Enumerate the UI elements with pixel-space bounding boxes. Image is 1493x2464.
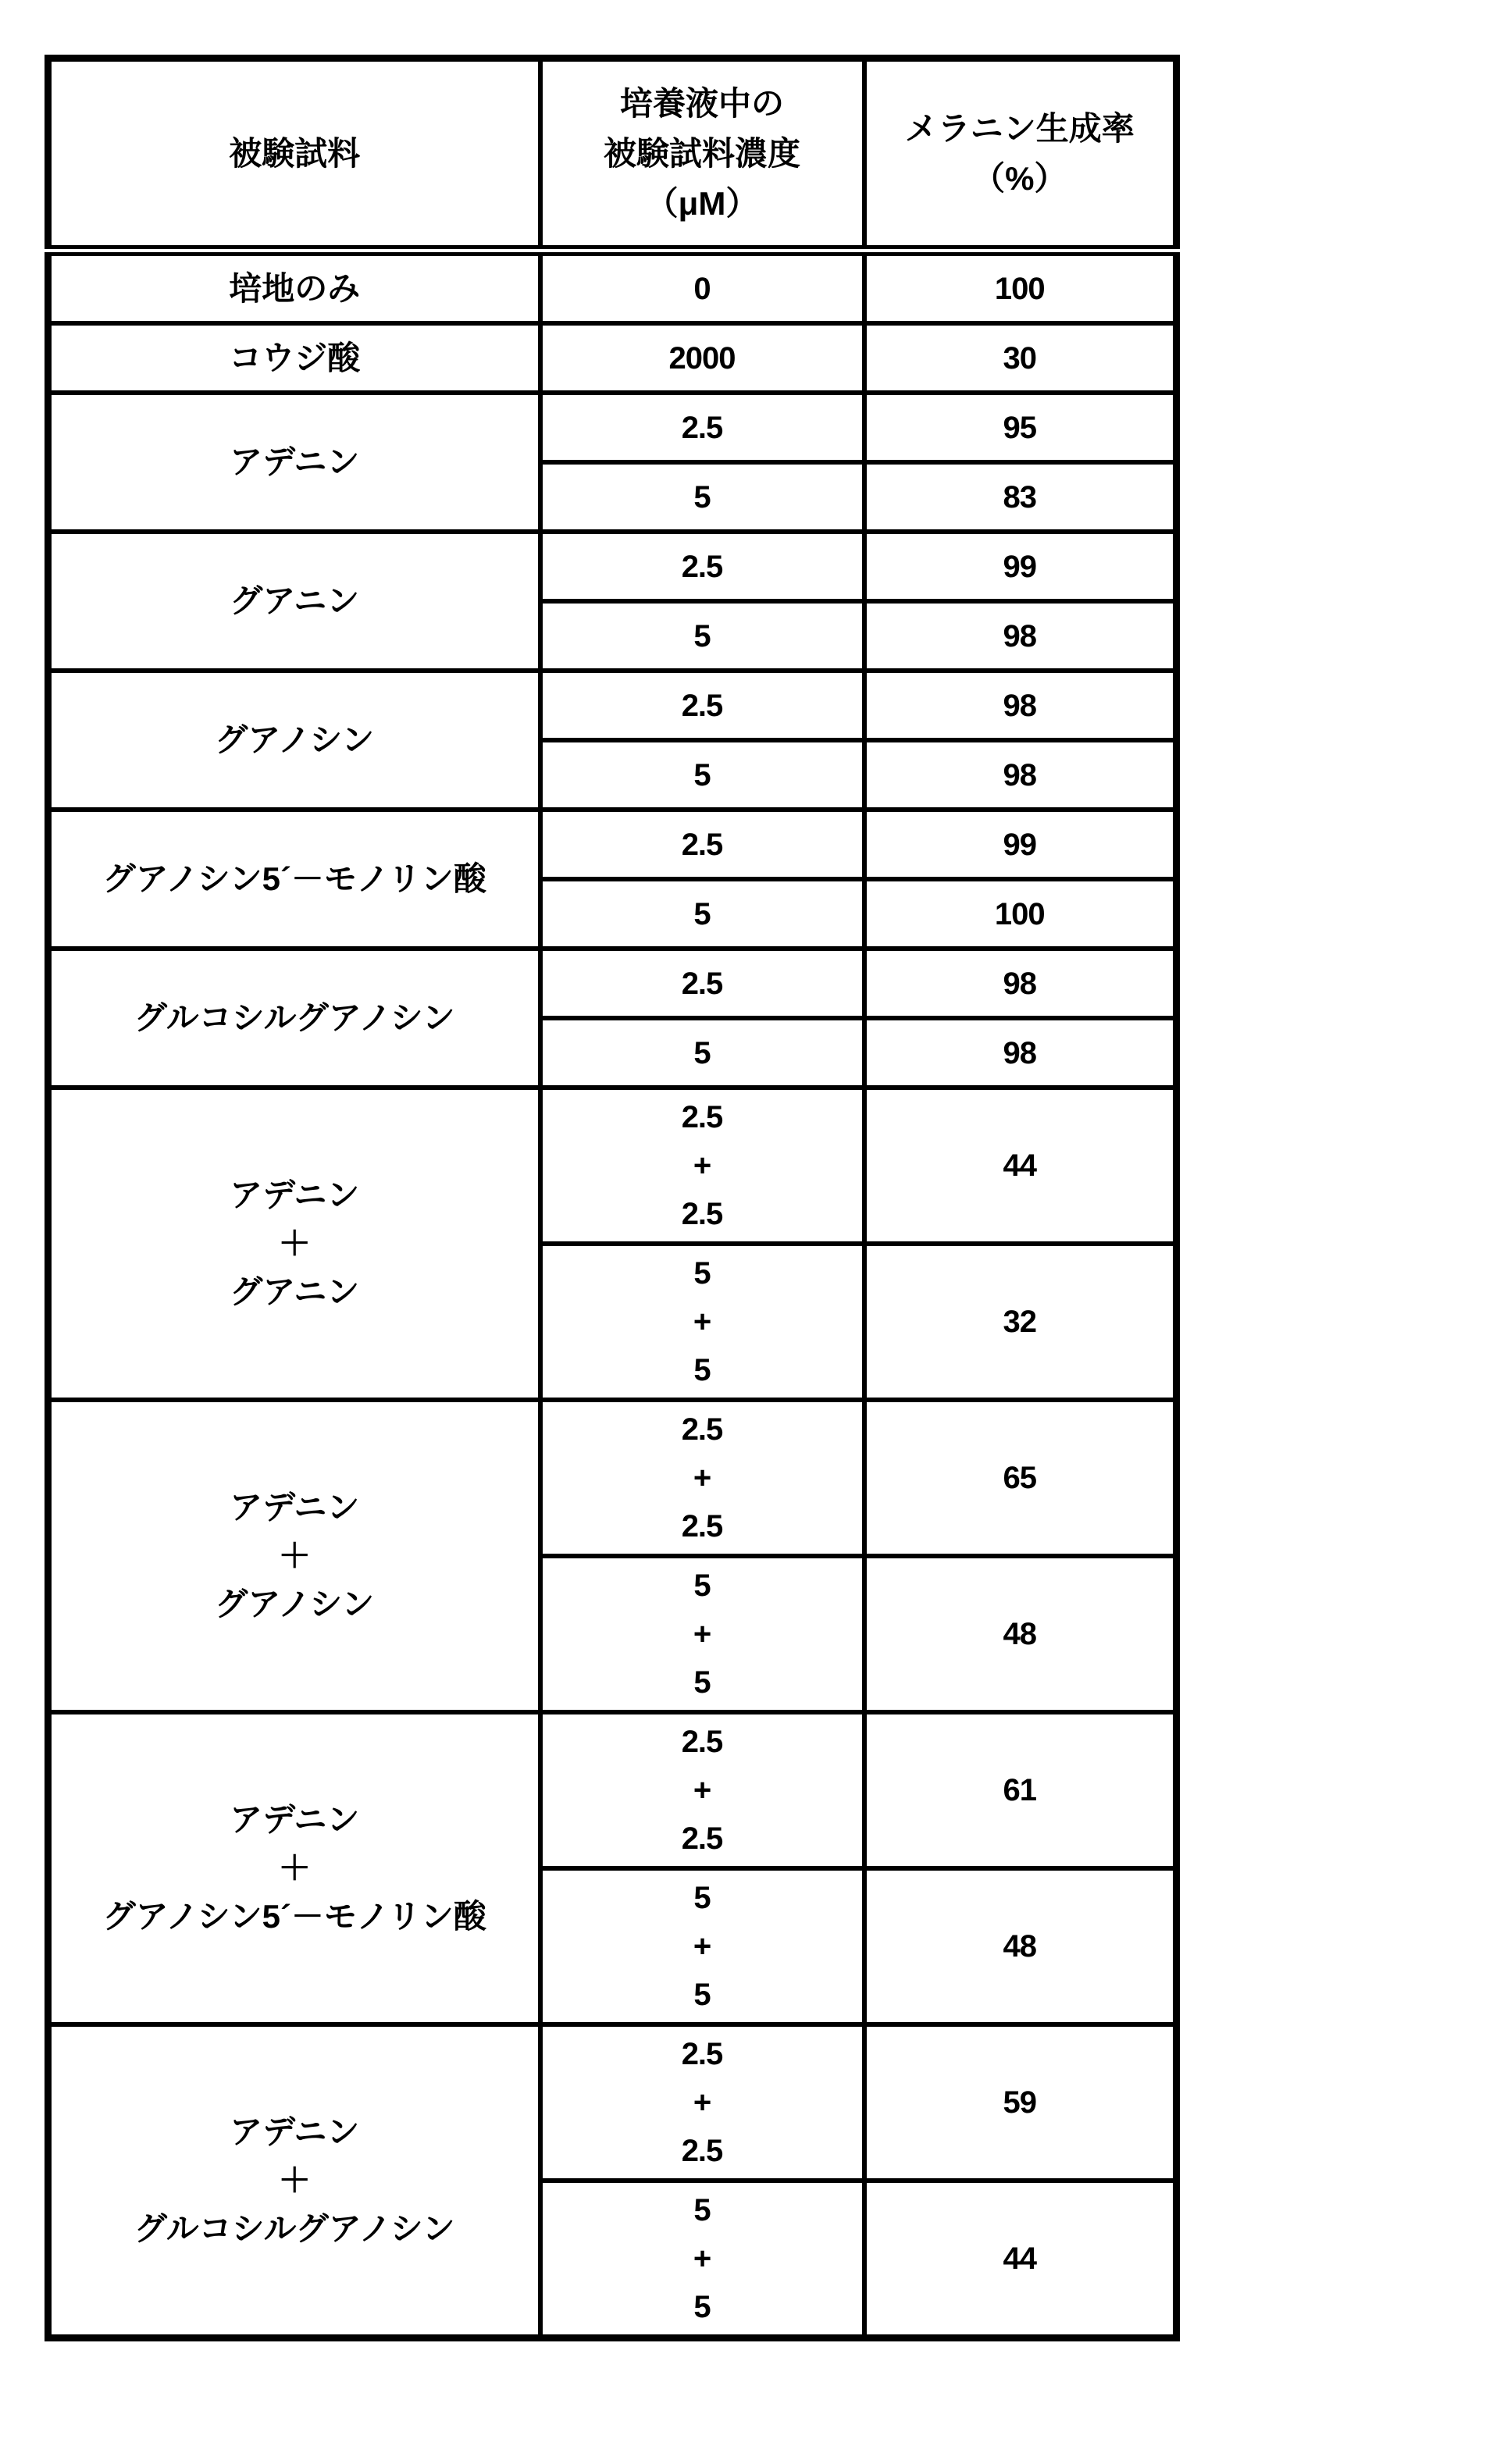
concentration-cell	[540, 393, 864, 462]
rate-cell	[864, 2181, 1177, 2338]
sample-text-line: ＋	[278, 2162, 312, 2199]
table-body	[48, 251, 1177, 2338]
concentration-cell	[540, 1712, 864, 1868]
sample-cell	[48, 532, 540, 671]
concentration-text-line: +	[693, 2241, 711, 2276]
rate-cell	[864, 1018, 1177, 1088]
concentration-text-line: +	[693, 1929, 711, 1964]
sample-text-line: アデニン	[230, 1177, 360, 1213]
table-row	[48, 810, 1177, 879]
header-concentration-line: 被験試料濃度	[603, 134, 800, 172]
concentration-text-line: 2.5	[681, 410, 723, 445]
concentration-cell	[540, 671, 864, 740]
sample-cell	[48, 393, 540, 532]
rate-value: 48	[1003, 1617, 1036, 1651]
concentration-text-line: 5	[693, 1035, 711, 1070]
sample-text-line: 培地のみ	[229, 269, 361, 307]
rate-value: 95	[1003, 410, 1036, 445]
rate-cell	[864, 2024, 1177, 2181]
header-row	[48, 59, 1177, 251]
melanin-production-table	[45, 55, 1180, 2341]
sample-cell	[48, 1400, 540, 1712]
concentration-text-line: 2.5	[681, 1509, 723, 1544]
concentration-cell	[540, 1868, 864, 2024]
rate-cell	[864, 1868, 1177, 2024]
concentration-text-line: 2.5	[681, 1725, 723, 1759]
header-sample-label: 被験試料	[229, 134, 361, 172]
rate-cell	[864, 949, 1177, 1018]
concentration-cell	[540, 810, 864, 879]
concentration-text-line: 2.5	[681, 1197, 723, 1231]
rate-cell	[864, 462, 1177, 532]
table-row	[48, 532, 1177, 601]
concentration-text-line: +	[693, 1148, 711, 1183]
sample-cell	[48, 671, 540, 810]
table-row	[48, 1712, 1177, 1868]
table-row	[48, 251, 1177, 323]
rate-cell	[864, 810, 1177, 879]
rate-value: 98	[1003, 757, 1036, 792]
rate-value: 44	[1003, 1148, 1036, 1183]
rate-value: 61	[1003, 1773, 1036, 1807]
rate-cell	[864, 740, 1177, 810]
concentration-text-line: 5	[693, 479, 711, 515]
rate-cell	[864, 393, 1177, 462]
concentration-text-line: +	[693, 2085, 711, 2120]
concentration-cell	[540, 2181, 864, 2338]
sample-text-line: グアノシン	[215, 721, 375, 758]
sample-cell	[48, 949, 540, 1088]
concentration-text-line: 5	[693, 1568, 711, 1603]
table-row	[48, 2024, 1177, 2181]
header-rate-line: メラニン生成率	[904, 109, 1135, 147]
concentration-text-line: 5	[693, 1881, 711, 1915]
rate-value: 30	[1003, 340, 1036, 376]
concentration-text-line: 5	[693, 1353, 711, 1387]
concentration-cell	[540, 1244, 864, 1400]
rate-value: 98	[1003, 966, 1036, 1001]
concentration-text-line: 2.5	[681, 966, 723, 1001]
rate-value: 48	[1003, 1929, 1036, 1964]
sample-text-line: グアニン	[230, 582, 360, 619]
rate-value: 98	[1003, 618, 1036, 653]
concentration-text-line: +	[693, 1461, 711, 1495]
concentration-cell	[540, 740, 864, 810]
rate-cell	[864, 1088, 1177, 1244]
concentration-text-line: 2.5	[681, 688, 723, 723]
sample-text-line: グルコシルグアノシン	[134, 999, 455, 1036]
header-concentration-line: 培養液中の	[619, 84, 784, 122]
rate-value: 32	[1003, 1305, 1036, 1339]
sample-text-line: グアノシン	[215, 1586, 375, 1622]
header-concentration	[540, 59, 864, 251]
rate-value: 83	[1003, 479, 1036, 515]
rate-cell	[864, 1556, 1177, 1712]
rate-cell	[864, 879, 1177, 949]
rate-value: 59	[1003, 2085, 1036, 2120]
sample-text-line: ＋	[278, 1850, 312, 1886]
concentration-cell	[540, 1018, 864, 1088]
table-header	[48, 59, 1177, 251]
concentration-text-line: 5	[693, 896, 711, 931]
concentration-text-line: 2.5	[681, 827, 723, 862]
sample-text-line: アデニン	[230, 443, 360, 480]
header-sample	[48, 59, 540, 251]
concentration-text-line: 2.5	[681, 2037, 723, 2071]
sample-cell	[48, 1712, 540, 2024]
concentration-cell	[540, 1556, 864, 1712]
sample-text-line: グアノシン5´－モノリン酸	[102, 860, 486, 897]
header-rate-line: （%）	[972, 159, 1067, 197]
sample-cell	[48, 1088, 540, 1400]
concentration-text-line: 2.5	[681, 1412, 723, 1447]
rate-cell	[864, 323, 1177, 393]
rate-cell	[864, 532, 1177, 601]
concentration-cell	[540, 2024, 864, 2181]
concentration-text-line: 0	[693, 271, 711, 306]
table-row	[48, 1400, 1177, 1556]
concentration-cell	[540, 462, 864, 532]
table-row	[48, 671, 1177, 740]
rate-value: 99	[1003, 827, 1036, 862]
rate-cell	[864, 251, 1177, 323]
sample-text-line: アデニン	[230, 2113, 360, 2150]
rate-value: 98	[1003, 1035, 1036, 1070]
concentration-text-line: 2.5	[681, 1100, 723, 1134]
concentration-text-line: +	[693, 1305, 711, 1339]
concentration-cell	[540, 879, 864, 949]
rate-cell	[864, 1712, 1177, 1868]
sample-text-line: ＋	[278, 1537, 312, 1574]
concentration-text-line: 5	[693, 2193, 711, 2227]
concentration-cell	[540, 323, 864, 393]
concentration-cell	[540, 532, 864, 601]
rate-value: 100	[994, 896, 1045, 931]
sample-text-line: グアニン	[230, 1273, 360, 1310]
concentration-text-line: +	[693, 1617, 711, 1651]
rate-cell	[864, 601, 1177, 671]
concentration-text-line: 2.5	[681, 1821, 723, 1856]
rate-value: 98	[1003, 688, 1036, 723]
sample-text-line: アデニン	[230, 1489, 360, 1526]
header-concentration-line: （μM）	[645, 184, 759, 222]
concentration-text-line: +	[693, 1773, 711, 1807]
table-row	[48, 949, 1177, 1018]
concentration-cell	[540, 251, 864, 323]
table-row	[48, 393, 1177, 462]
table-row	[48, 1088, 1177, 1244]
concentration-text-line: 2.5	[681, 549, 723, 584]
concentration-text-line: 5	[693, 1256, 711, 1291]
concentration-text-line: 5	[693, 1978, 711, 2012]
sample-text-line: ＋	[278, 1225, 312, 1262]
sample-text-line: グルコシルグアノシン	[134, 2210, 455, 2247]
concentration-text-line: 5	[693, 1665, 711, 1700]
rate-value: 100	[994, 271, 1045, 306]
sample-cell	[48, 323, 540, 393]
concentration-cell	[540, 949, 864, 1018]
rate-value: 65	[1003, 1461, 1036, 1495]
rate-cell	[864, 1400, 1177, 1556]
concentration-text-line: 2000	[668, 340, 736, 376]
concentration-cell	[540, 601, 864, 671]
table-row	[48, 323, 1177, 393]
rate-value: 44	[1003, 2241, 1036, 2276]
concentration-cell	[540, 1088, 864, 1244]
concentration-text-line: 5	[693, 618, 711, 653]
sample-cell	[48, 810, 540, 949]
concentration-text-line: 5	[693, 2290, 711, 2324]
sample-text-line: コウジ酸	[229, 339, 361, 376]
sample-text-line: アデニン	[230, 1801, 360, 1838]
concentration-text-line: 5	[693, 757, 711, 792]
rate-cell	[864, 671, 1177, 740]
rate-cell	[864, 1244, 1177, 1400]
sample-cell	[48, 2024, 540, 2338]
header-rate	[864, 59, 1177, 251]
sample-cell	[48, 251, 540, 323]
rate-value: 99	[1003, 549, 1036, 584]
concentration-cell	[540, 1400, 864, 1556]
concentration-text-line: 2.5	[681, 2134, 723, 2168]
sample-text-line: グアノシン5´－モノリン酸	[102, 1898, 486, 1935]
